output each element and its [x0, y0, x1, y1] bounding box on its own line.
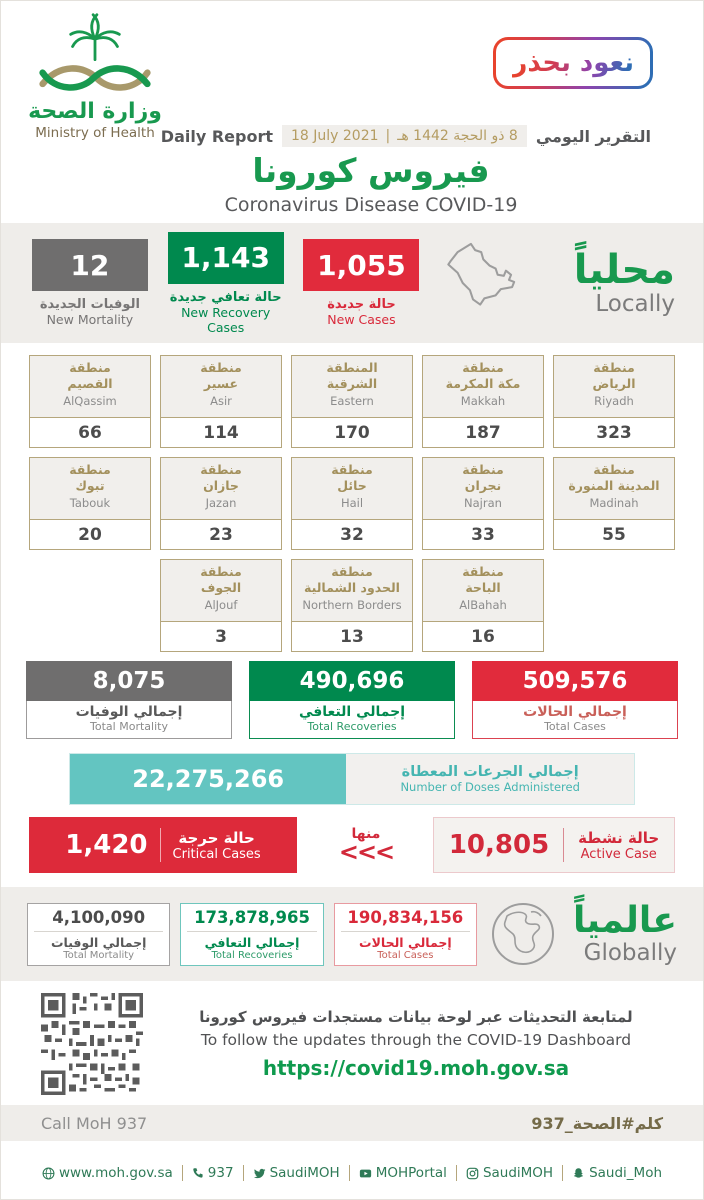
total-mortality-value: 8,075	[26, 661, 232, 701]
region-card-jazan	[160, 457, 282, 550]
page-title-english: Coronavirus Disease COVID-19	[224, 194, 518, 216]
region-card-northern-borders	[291, 559, 413, 652]
doses-label-ar: إجمالي الجرعات المعطاة	[401, 764, 579, 780]
region-value: 16	[471, 626, 495, 647]
moh-logo-icon	[29, 11, 161, 97]
active-cases-box	[433, 817, 675, 873]
globally-heading-ar: عالمياً	[573, 900, 678, 942]
snapchat-icon	[572, 1167, 585, 1180]
region-card-eastern	[291, 355, 413, 448]
active-cases-label-ar: حالة نشطة	[578, 828, 660, 847]
global-mortality-card	[27, 903, 170, 966]
global-cases-label-en: Total Cases	[377, 949, 434, 961]
dashboard-section	[1, 981, 703, 1095]
total-recoveries-label-ar: إجمالي التعافي	[298, 704, 406, 720]
region-name-en: AlBahah	[459, 597, 507, 612]
phone-label: 937	[207, 1165, 234, 1181]
new-cases-value: 1,055	[303, 239, 419, 291]
youtube-label: MOHPortal	[375, 1165, 447, 1181]
global-recoveries-card	[180, 903, 323, 966]
twitter-link[interactable]	[244, 1165, 350, 1181]
region-card-albahah	[422, 559, 544, 652]
total-cases-label-en: Total Cases	[544, 720, 606, 733]
region-name-ar2: الرياض	[592, 376, 636, 392]
new-mortality-label-ar: الوفيات الجديدة	[39, 297, 140, 312]
new-cases-stat	[301, 239, 423, 327]
global-recoveries-label-ar: إجمالي التعافي	[204, 934, 300, 950]
website-link[interactable]	[33, 1165, 183, 1181]
global-cases-card	[334, 903, 477, 966]
globally-heading	[573, 902, 677, 966]
region-value: 55	[602, 524, 626, 545]
report-date-chip	[282, 125, 527, 147]
twitter-icon	[253, 1167, 266, 1180]
global-cases-label-ar: إجمالي الحالات	[359, 934, 452, 950]
dashboard-line-en: To follow the updates through the COVID-19 Dashboard	[200, 1031, 632, 1049]
region-name-ar: منطقة	[462, 360, 504, 375]
region-name-ar2: المدينة المنورة	[568, 478, 660, 494]
region-name-en: AlQassim	[63, 393, 117, 408]
locally-heading	[574, 249, 675, 317]
region-name-ar2: القصيم	[67, 376, 113, 392]
region-value: 13	[340, 626, 364, 647]
report-date-en: 18 July 2021	[290, 128, 379, 144]
new-recoveries-label-en: New Recovery Cases	[181, 304, 271, 335]
total-cases-label-ar: إجمالي الحالات	[523, 704, 627, 720]
call-moh-hashtag-ar: كلم#الصحة_937	[531, 1113, 663, 1133]
region-name-en: AlJouf	[204, 597, 238, 612]
global-mortality-label-en: Total Mortality	[63, 949, 135, 961]
globally-heading-en: Globally	[583, 939, 678, 966]
active-cases-value: 10,805	[448, 830, 550, 860]
locally-heading-en: Locally	[595, 291, 676, 317]
new-recoveries-label-ar: حالة تعافي جديدة	[169, 289, 282, 305]
new-mortality-value: 12	[32, 239, 148, 291]
divider	[160, 828, 161, 862]
global-mortality-label-ar: إجمالي الوفيات	[50, 934, 147, 950]
regions-grid	[1, 343, 703, 652]
new-recoveries-value: 1,143	[168, 232, 284, 284]
new-mortality-stat	[29, 239, 151, 327]
new-cases-label-en: New Cases	[327, 312, 396, 327]
region-value: 187	[465, 422, 501, 443]
region-name-ar: منطقة	[462, 462, 504, 477]
header	[1, 1, 703, 223]
region-value: 20	[78, 524, 102, 545]
active-cases-label-en: Active Case	[580, 846, 657, 862]
region-name-ar: منطقة	[200, 462, 242, 477]
region-card-madinah	[553, 457, 675, 550]
call-moh-bar	[1, 1105, 703, 1141]
total-recoveries-value: 490,696	[249, 661, 455, 701]
region-name-ar: منطقة	[69, 462, 111, 477]
region-name-ar2: الشرقية	[326, 376, 378, 392]
region-card-najran	[422, 457, 544, 550]
region-name-ar: منطقة	[200, 360, 242, 375]
qr-code	[41, 993, 143, 1095]
daily-report-label-ar: التقرير اليومي	[535, 126, 651, 146]
total-cases-card	[472, 661, 678, 739]
region-name-ar2: الجوف	[200, 580, 242, 596]
of-which-pointer	[323, 826, 409, 867]
phone-icon	[192, 1167, 204, 1179]
logo-english-name: Ministry of Health	[35, 125, 155, 141]
regions-row-2	[1, 457, 703, 550]
critical-cases-label-ar: حالة حرجة	[178, 828, 255, 847]
website-label: www.moh.gov.sa	[58, 1165, 173, 1181]
region-name-en: Jazan	[205, 495, 237, 510]
region-value: 323	[596, 422, 632, 443]
return-with-caution-badge	[493, 37, 653, 89]
region-name-en: Asir	[210, 393, 232, 408]
global-mortality-value: 4,100,090	[34, 908, 163, 932]
locally-section	[1, 223, 703, 343]
report-date-ar: 8 ذو الحجة 1442 هـ	[397, 128, 518, 144]
total-recoveries-label-en: Total Recoveries	[307, 720, 397, 733]
region-name-ar: منطقة	[593, 462, 635, 477]
region-name-ar2: نجران	[464, 478, 502, 494]
snapchat-label: Saudi_Moh	[589, 1165, 663, 1181]
globally-section	[1, 887, 703, 981]
dashboard-line-ar: لمتابعة التحديثات عبر لوحة بيانات مستجدات فيروس كورونا	[199, 1008, 633, 1026]
region-name-ar2: تبوك	[75, 478, 105, 494]
region-value: 32	[340, 524, 364, 545]
region-card-tabouk	[29, 457, 151, 550]
of-which-label-ar: منها	[351, 826, 381, 843]
twitter-label: SaudiMOH	[269, 1165, 340, 1181]
total-recoveries-card	[249, 661, 455, 739]
region-value: 66	[78, 422, 102, 443]
instagram-link[interactable]	[457, 1165, 563, 1181]
region-name-ar2: مكة المكرمة	[445, 376, 521, 392]
region-card-alqassim	[29, 355, 151, 448]
total-mortality-card	[26, 661, 232, 739]
region-name-ar2: عسير	[203, 376, 239, 392]
locally-heading-ar: محلياً	[573, 247, 676, 293]
region-name-ar2: الحدود الشمالية	[304, 580, 400, 596]
youtube-link[interactable]	[350, 1165, 457, 1181]
region-card-riyadh	[553, 355, 675, 448]
total-mortality-label-en: Total Mortality	[90, 720, 168, 733]
region-name-en: Madinah	[589, 495, 639, 510]
logo-arabic-name: وزارة الصحة	[28, 99, 162, 124]
global-recoveries-label-en: Total Recoveries	[211, 949, 293, 961]
region-name-en: Tabouk	[69, 495, 111, 510]
globe-icon	[487, 898, 559, 970]
youtube-icon	[359, 1167, 372, 1180]
new-cases-label-ar: حالة جديدة	[327, 297, 396, 312]
region-name-en: Northern Borders	[302, 597, 402, 612]
instagram-icon	[466, 1167, 479, 1180]
call-moh-english: Call MoH 937	[41, 1113, 148, 1133]
new-mortality-label-en: New Mortality	[46, 312, 134, 327]
phone-link[interactable]	[183, 1165, 244, 1181]
region-name-en: Makkah	[460, 393, 506, 408]
region-name-ar: منطقة	[69, 360, 111, 375]
region-value: 170	[334, 422, 370, 443]
region-name-ar2: الباحة	[465, 580, 501, 596]
doses-value: 22,275,266	[70, 754, 346, 804]
region-name-ar: منطقة	[200, 564, 242, 579]
region-name-ar: المنطقة	[326, 360, 378, 375]
region-value: 3	[215, 626, 227, 647]
critical-cases-bar	[29, 817, 297, 873]
badge-text: نعود بحذر	[512, 48, 634, 78]
totals-row	[1, 661, 703, 739]
region-card-hail	[291, 457, 413, 550]
region-name-ar: منطقة	[331, 564, 373, 579]
dashboard-url-link[interactable]: https://covid19.moh.gov.sa	[262, 1056, 570, 1080]
doses-label-en: Number of Doses Administered	[400, 780, 580, 794]
critical-cases-label-en: Critical Cases	[172, 846, 261, 862]
region-name-ar2: جازان	[203, 478, 239, 494]
divider	[563, 828, 564, 862]
region-value: 33	[471, 524, 495, 545]
new-recoveries-stat	[165, 232, 287, 335]
region-card-makkah	[422, 355, 544, 448]
region-name-en: Najran	[464, 495, 502, 510]
critical-active-row	[29, 817, 675, 873]
moh-logo	[25, 11, 165, 141]
global-recoveries-value: 173,878,965	[187, 908, 316, 932]
saudi-arabia-map-icon	[436, 233, 559, 333]
regions-row-1	[1, 355, 703, 448]
instagram-label: SaudiMOH	[482, 1165, 554, 1181]
globe-icon	[42, 1167, 55, 1180]
region-value: 23	[209, 524, 233, 545]
region-name-ar: منطقة	[593, 360, 635, 375]
regions-row-3	[1, 559, 703, 652]
region-name-en: Hail	[340, 495, 364, 510]
page-title-arabic: فيروس كورونا	[252, 151, 490, 190]
region-card-aljouf	[160, 559, 282, 652]
chevrons-left-icon: <<<	[338, 838, 394, 867]
social-footer	[1, 1165, 703, 1181]
total-cases-value: 509,576	[472, 661, 678, 701]
region-card-asir	[160, 355, 282, 448]
region-name-ar2: حائل	[337, 478, 367, 494]
critical-cases-value: 1,420	[65, 830, 148, 860]
region-name-ar: منطقة	[462, 564, 504, 579]
date-separator: |	[385, 128, 391, 144]
snapchat-link[interactable]	[563, 1165, 671, 1181]
total-mortality-label-ar: إجمالي الوفيات	[75, 704, 183, 720]
global-cases-value: 190,834,156	[341, 908, 470, 932]
region-value: 114	[203, 422, 239, 443]
region-name-ar: منطقة	[331, 462, 373, 477]
region-name-en: Eastern	[330, 393, 374, 408]
region-name-en: Riyadh	[594, 393, 634, 408]
daily-report-label-en: Daily Report	[160, 126, 273, 146]
report-date-row	[161, 125, 651, 147]
doses-administered-bar	[69, 753, 635, 805]
